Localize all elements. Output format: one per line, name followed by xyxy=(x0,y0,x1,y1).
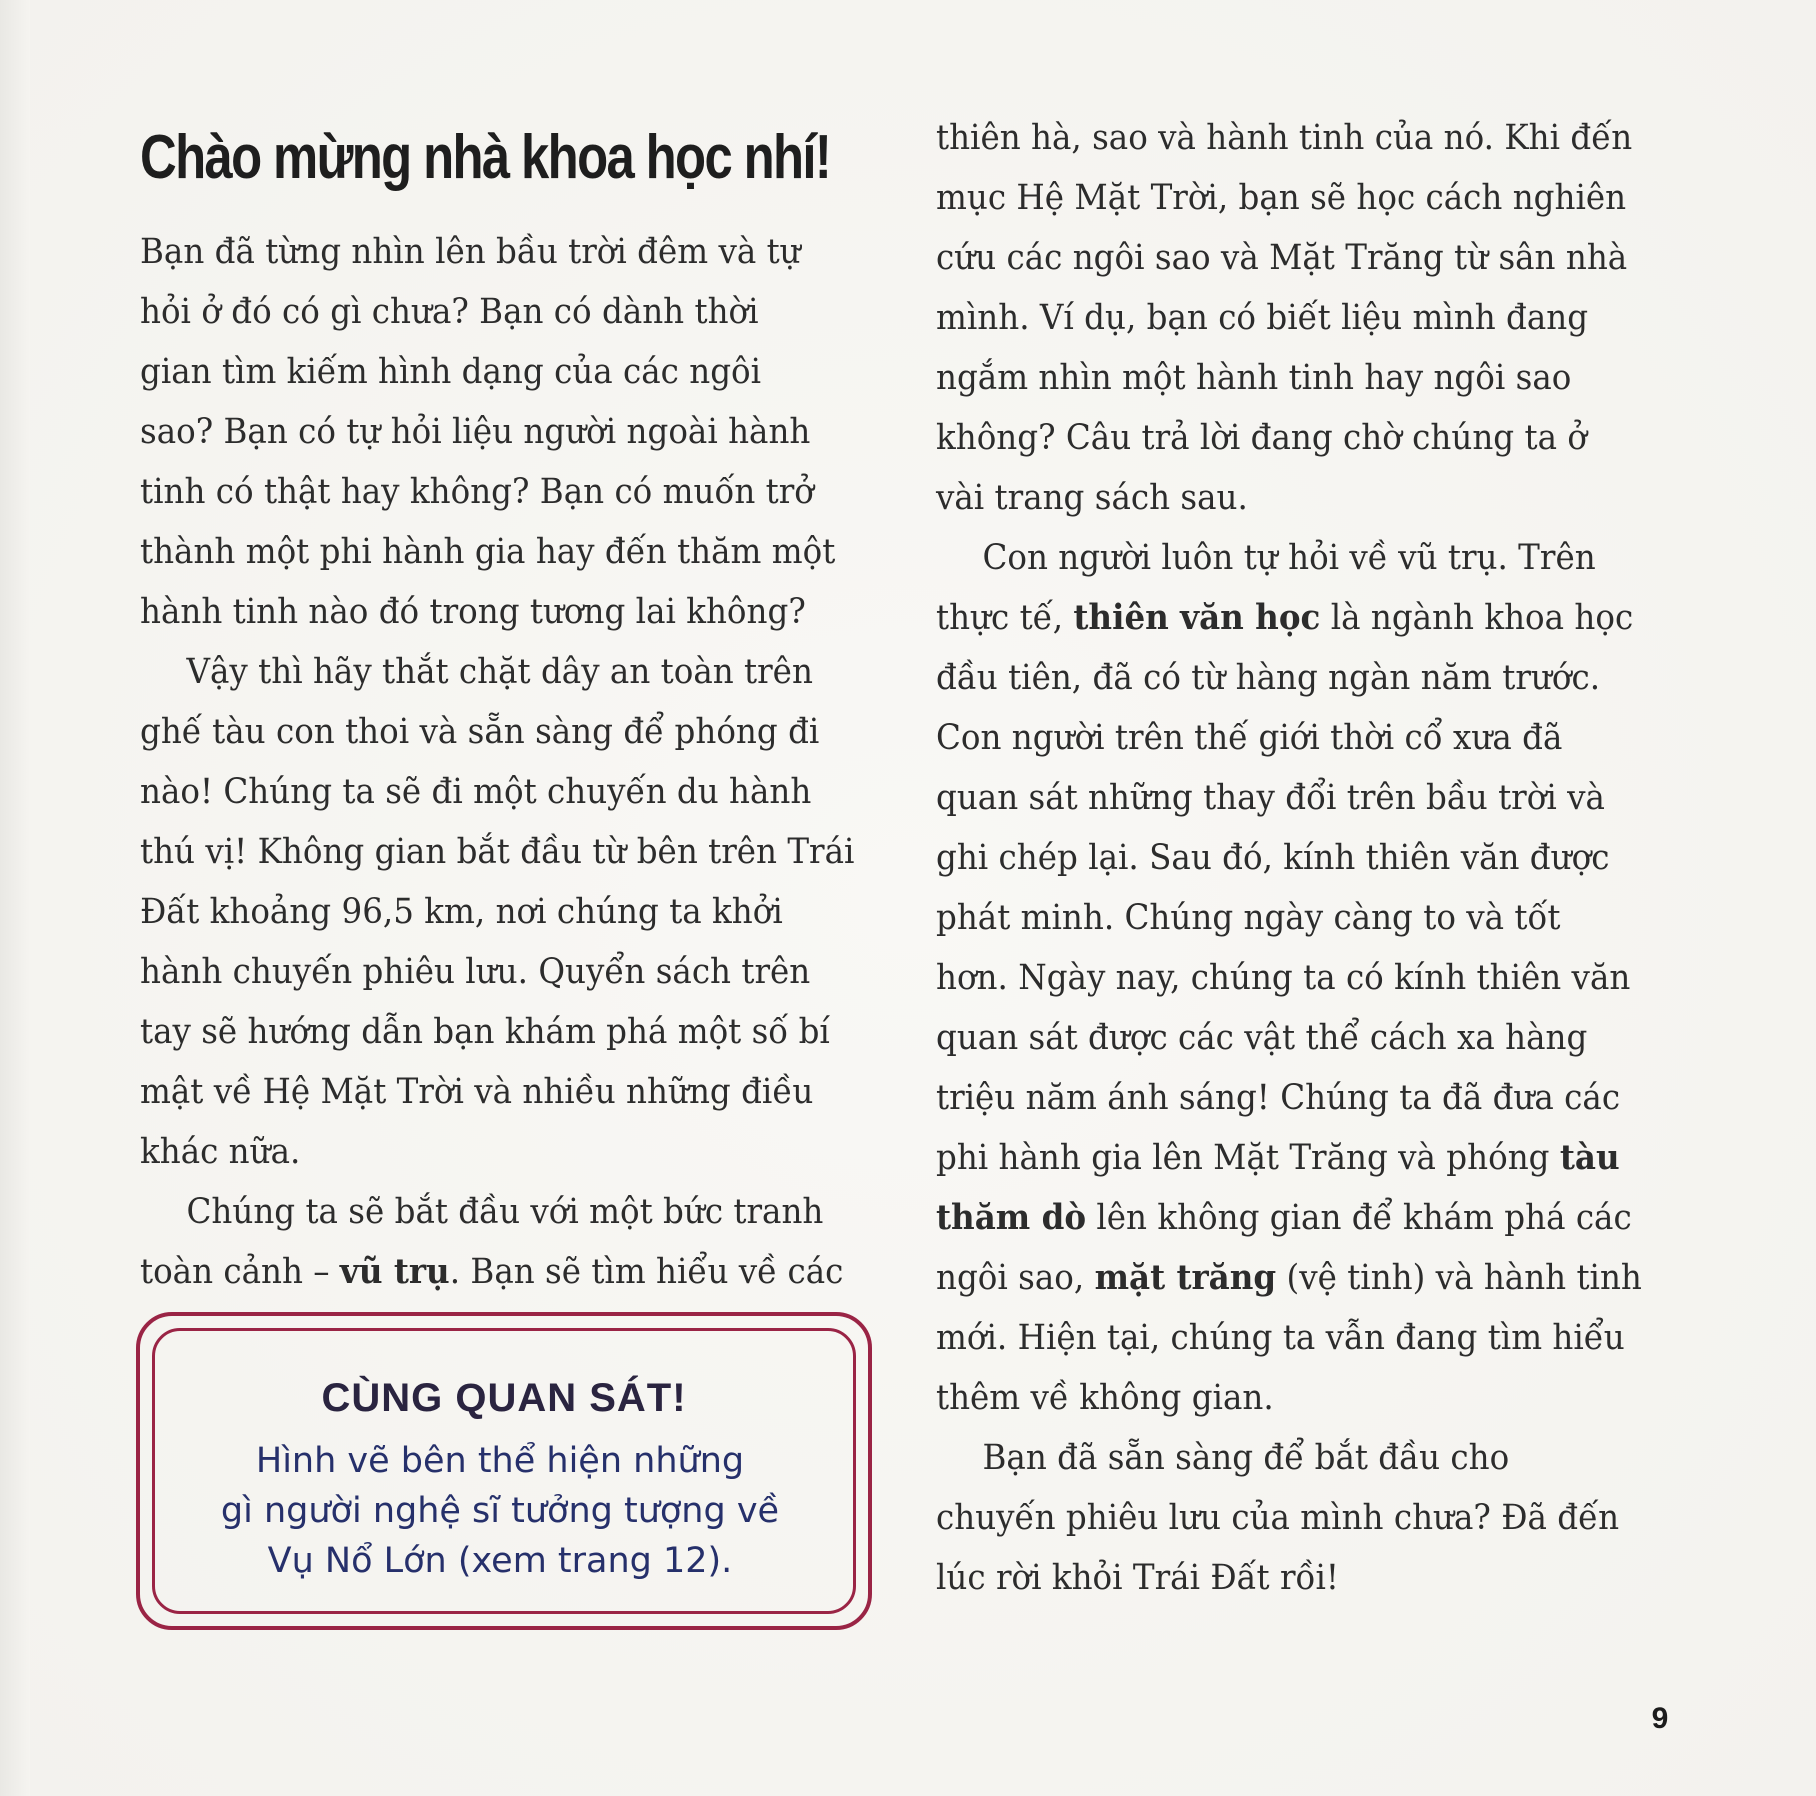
paragraph-intro xyxy=(140,222,880,642)
text-run: phi hành gia lên Mặt Trăng và phóng xyxy=(936,1138,1560,1178)
text-line: sao? Bạn có tự hỏi liệu người ngoài hành xyxy=(140,412,811,452)
keyword-vu-tru: vũ trụ xyxy=(339,1251,450,1292)
text-run: ngôi sao, xyxy=(936,1258,1095,1298)
text-line: chuyến phiêu lưu của mình chưa? Đã đến xyxy=(936,1498,1620,1538)
callout-line: Hình vẽ bên thể hiện những xyxy=(255,1441,745,1481)
text-line: gian tìm kiếm hình dạng của các ngôi xyxy=(140,352,762,392)
text-line: ghi chép lại. Sau đó, kính thiên văn được xyxy=(936,838,1610,878)
text-line: mới. Hiện tại, chúng ta vẫn đang tìm hiểu xyxy=(936,1318,1625,1358)
text-line xyxy=(936,1128,1624,1188)
text-line: triệu năm ánh sáng! Chúng ta đã đưa các xyxy=(936,1078,1621,1118)
keyword-thien-van-hoc: thiên văn học xyxy=(1073,597,1321,638)
callout-body xyxy=(180,1436,820,1586)
text-run: thực tế, xyxy=(936,598,1074,638)
text-line: hỏi ở đó có gì chưa? Bạn có dành thời xyxy=(140,292,759,332)
keyword-tham-do: thăm dò xyxy=(936,1197,1087,1238)
text-line: Con người trên thế giới thời cổ xưa đã xyxy=(936,718,1563,758)
text-line: lúc rời khỏi Trái Đất rồi! xyxy=(936,1558,1339,1598)
text-line: thiên hà, sao và hành tinh của nó. Khi đến xyxy=(936,118,1633,158)
text-line xyxy=(936,588,1634,648)
text-line: vài trang sách sau. xyxy=(936,478,1248,518)
text-line: khác nữa. xyxy=(140,1132,301,1172)
right-column xyxy=(936,108,1676,1608)
paragraph-astronomy xyxy=(936,528,1676,1428)
text-run: (vệ tinh) và hành tinh xyxy=(1276,1258,1642,1298)
text-line: thành một phi hành gia hay đến thăm một xyxy=(140,532,836,572)
page-edge-shadow xyxy=(0,0,30,1796)
keyword-tau: tàu xyxy=(1559,1137,1620,1178)
text-line: không? Câu trả lời đang chờ chúng ta ở xyxy=(936,418,1587,458)
text-line: nào! Chúng ta sẽ đi một chuyến du hành xyxy=(140,772,812,812)
text-line xyxy=(936,1188,1632,1248)
text-run: là ngành khoa học xyxy=(1320,598,1634,638)
text-line: ghế tàu con thoi và sẵn sàng để phóng đi xyxy=(140,712,820,752)
text-line xyxy=(140,1242,844,1302)
callout-title: CÙNG QUAN SÁT! xyxy=(321,1376,687,1420)
text-line: quan sát những thay đổi trên bầu trời và xyxy=(936,778,1605,818)
paragraph-galaxies xyxy=(936,108,1676,528)
text-line: mình. Ví dụ, bạn có biết liệu mình đang xyxy=(936,298,1589,338)
text-line: Vậy thì hãy thắt chặt dây an toàn trên xyxy=(186,652,813,692)
paragraph-universe xyxy=(140,1182,880,1302)
page-number: 9 xyxy=(1651,1702,1669,1735)
observe-callout-box xyxy=(136,1312,872,1630)
text-run: toàn cảnh – xyxy=(140,1252,340,1292)
text-line: đầu tiên, đã có từ hàng ngàn năm trước. xyxy=(936,658,1601,698)
text-line: Bạn đã từng nhìn lên bầu trời đêm và tự xyxy=(140,232,801,272)
text-line: ngắm nhìn một hành tinh hay ngôi sao xyxy=(936,358,1572,398)
text-line: hành tinh nào đó trong tương lai không? xyxy=(140,592,806,632)
text-line xyxy=(936,1248,1642,1308)
text-line: cứu các ngôi sao và Mặt Trăng từ sân nhà xyxy=(936,238,1628,278)
text-line: tay sẽ hướng dẫn bạn khám phá một số bí xyxy=(140,1012,830,1052)
text-line: Chúng ta sẽ bắt đầu với một bức tranh xyxy=(186,1192,824,1232)
text-run: lên không gian để khám phá các xyxy=(1086,1198,1632,1238)
page-title: Chào mừng nhà khoa học nhí! xyxy=(140,123,831,192)
callout-line: Vụ Nổ Lớn (xem trang 12). xyxy=(267,1541,733,1581)
paragraph-launch xyxy=(140,642,880,1182)
text-line: phát minh. Chúng ngày càng to và tốt xyxy=(936,898,1561,938)
text-line: Bạn đã sẵn sàng để bắt đầu cho xyxy=(982,1438,1510,1478)
text-line: Đất khoảng 96,5 km, nơi chúng ta khởi xyxy=(140,892,783,932)
text-line: mục Hệ Mặt Trời, bạn sẽ học cách nghiên xyxy=(936,178,1627,218)
keyword-mat-trang: mặt trăng xyxy=(1094,1257,1277,1298)
paragraph-ready xyxy=(936,1428,1676,1608)
text-line: hơn. Ngày nay, chúng ta có kính thiên văn xyxy=(936,958,1631,998)
text-run: . Bạn sẽ tìm hiểu về các xyxy=(449,1252,844,1292)
left-column xyxy=(140,222,880,1302)
text-line: thêm về không gian. xyxy=(936,1378,1274,1418)
text-line: quan sát được các vật thể cách xa hàng xyxy=(936,1018,1588,1058)
text-line: tinh có thật hay không? Bạn có muốn trở xyxy=(140,472,814,512)
text-line: thú vị! Không gian bắt đầu từ bên trên Trái xyxy=(140,832,855,872)
text-line: hành chuyến phiêu lưu. Quyển sách trên xyxy=(140,952,811,992)
text-line: mật về Hệ Mặt Trời và nhiều những điều xyxy=(140,1072,814,1112)
text-line: Con người luôn tự hỏi về vũ trụ. Trên xyxy=(982,538,1596,578)
callout-line: gì người nghệ sĩ tưởng tượng về xyxy=(220,1491,780,1531)
